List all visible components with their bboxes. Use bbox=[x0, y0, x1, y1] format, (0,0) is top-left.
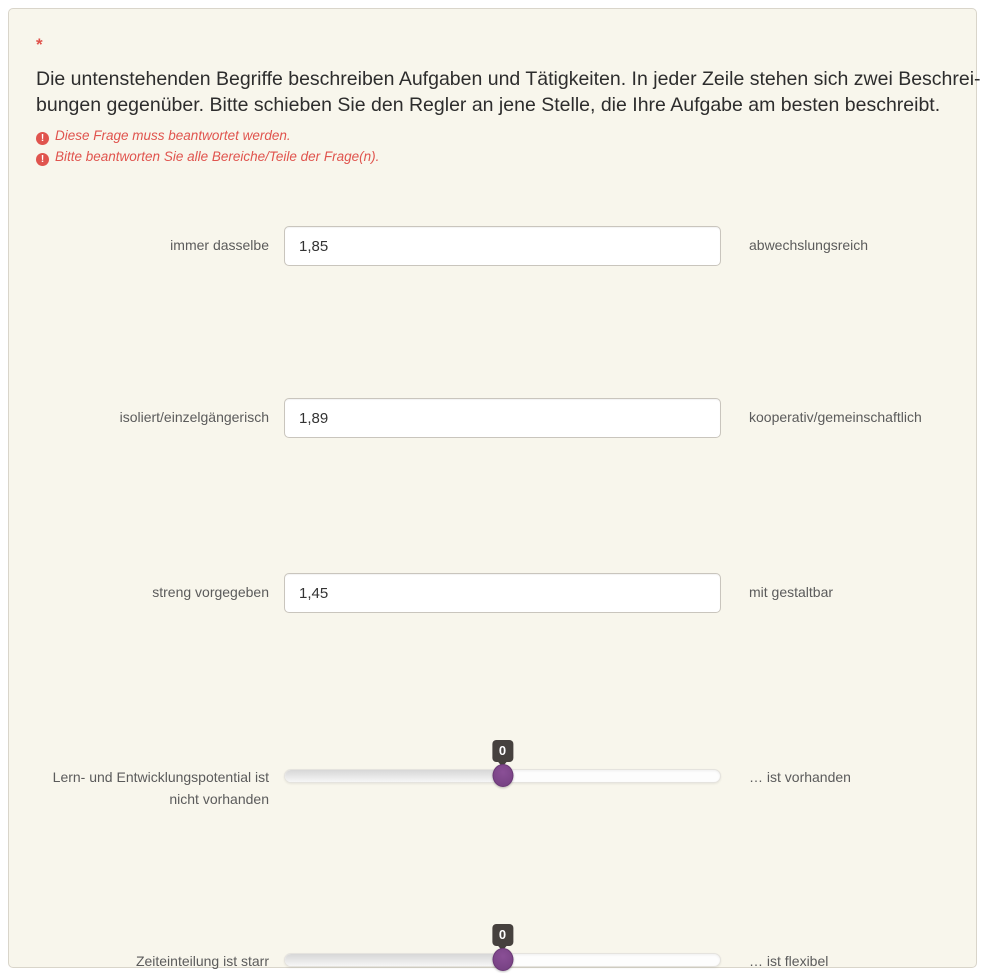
slider-handle[interactable] bbox=[492, 948, 513, 971]
instruction-line-2: bungen gegenüber. Bitte schieben Sie den Regler an jene Stelle, die Ihre Aufgabe am besten beschreibt. bbox=[36, 94, 941, 116]
slider-fill bbox=[285, 770, 503, 782]
numeric-input[interactable] bbox=[284, 398, 721, 438]
answer-row bbox=[36, 226, 962, 266]
answer-row bbox=[36, 924, 962, 973]
slider-value-tooltip: 0 bbox=[492, 924, 513, 946]
row-right-label: … ist flexibel bbox=[749, 953, 829, 969]
row-left-label: Lern- und Entwicklungspotential ist nicht vorhanden bbox=[52, 769, 269, 807]
required-marker: * bbox=[36, 35, 43, 54]
row-left-label: streng vorgegeben bbox=[152, 584, 269, 600]
error-text: Diese Frage muss beantwortet werden. bbox=[55, 128, 291, 143]
numeric-input[interactable] bbox=[284, 573, 721, 613]
row-right-label: … ist vorhanden bbox=[749, 769, 851, 785]
answer-row bbox=[36, 740, 962, 810]
error-message bbox=[36, 146, 379, 167]
error-text: Bitte beantworten Sie alle Bereiche/Teile der Frage(n). bbox=[55, 149, 380, 164]
row-left-label: Zeiteinteilung ist starr bbox=[135, 953, 269, 969]
question-panel bbox=[8, 8, 981, 969]
row-left-label: isoliert/einzelgängerisch bbox=[119, 409, 269, 425]
answer-row bbox=[36, 573, 962, 613]
error-message bbox=[36, 125, 379, 146]
slider-fill bbox=[285, 954, 503, 966]
answer-row bbox=[36, 398, 962, 438]
row-left-label: immer dasselbe bbox=[170, 237, 269, 253]
slider-handle[interactable] bbox=[492, 764, 513, 787]
row-right-label: abwechslungsreich bbox=[749, 237, 869, 253]
validation-errors bbox=[36, 125, 379, 167]
question-instruction bbox=[36, 66, 981, 118]
slider bbox=[284, 924, 721, 973]
exclamation-circle-icon bbox=[36, 132, 49, 145]
numeric-input[interactable] bbox=[284, 226, 721, 266]
slider bbox=[284, 740, 721, 800]
row-right-label: mit gestaltbar bbox=[749, 584, 834, 600]
exclamation-circle-icon bbox=[36, 153, 49, 166]
row-right-label: kooperativ/gemeinschaftlich bbox=[749, 409, 922, 425]
slider-value-tooltip: 0 bbox=[492, 740, 513, 762]
instruction-line-1: Die untenstehenden Begriffe beschreiben Aufgaben und Tätigkeiten. In jeder Zeile stehen sich zwei Beschrei- bbox=[36, 68, 981, 90]
